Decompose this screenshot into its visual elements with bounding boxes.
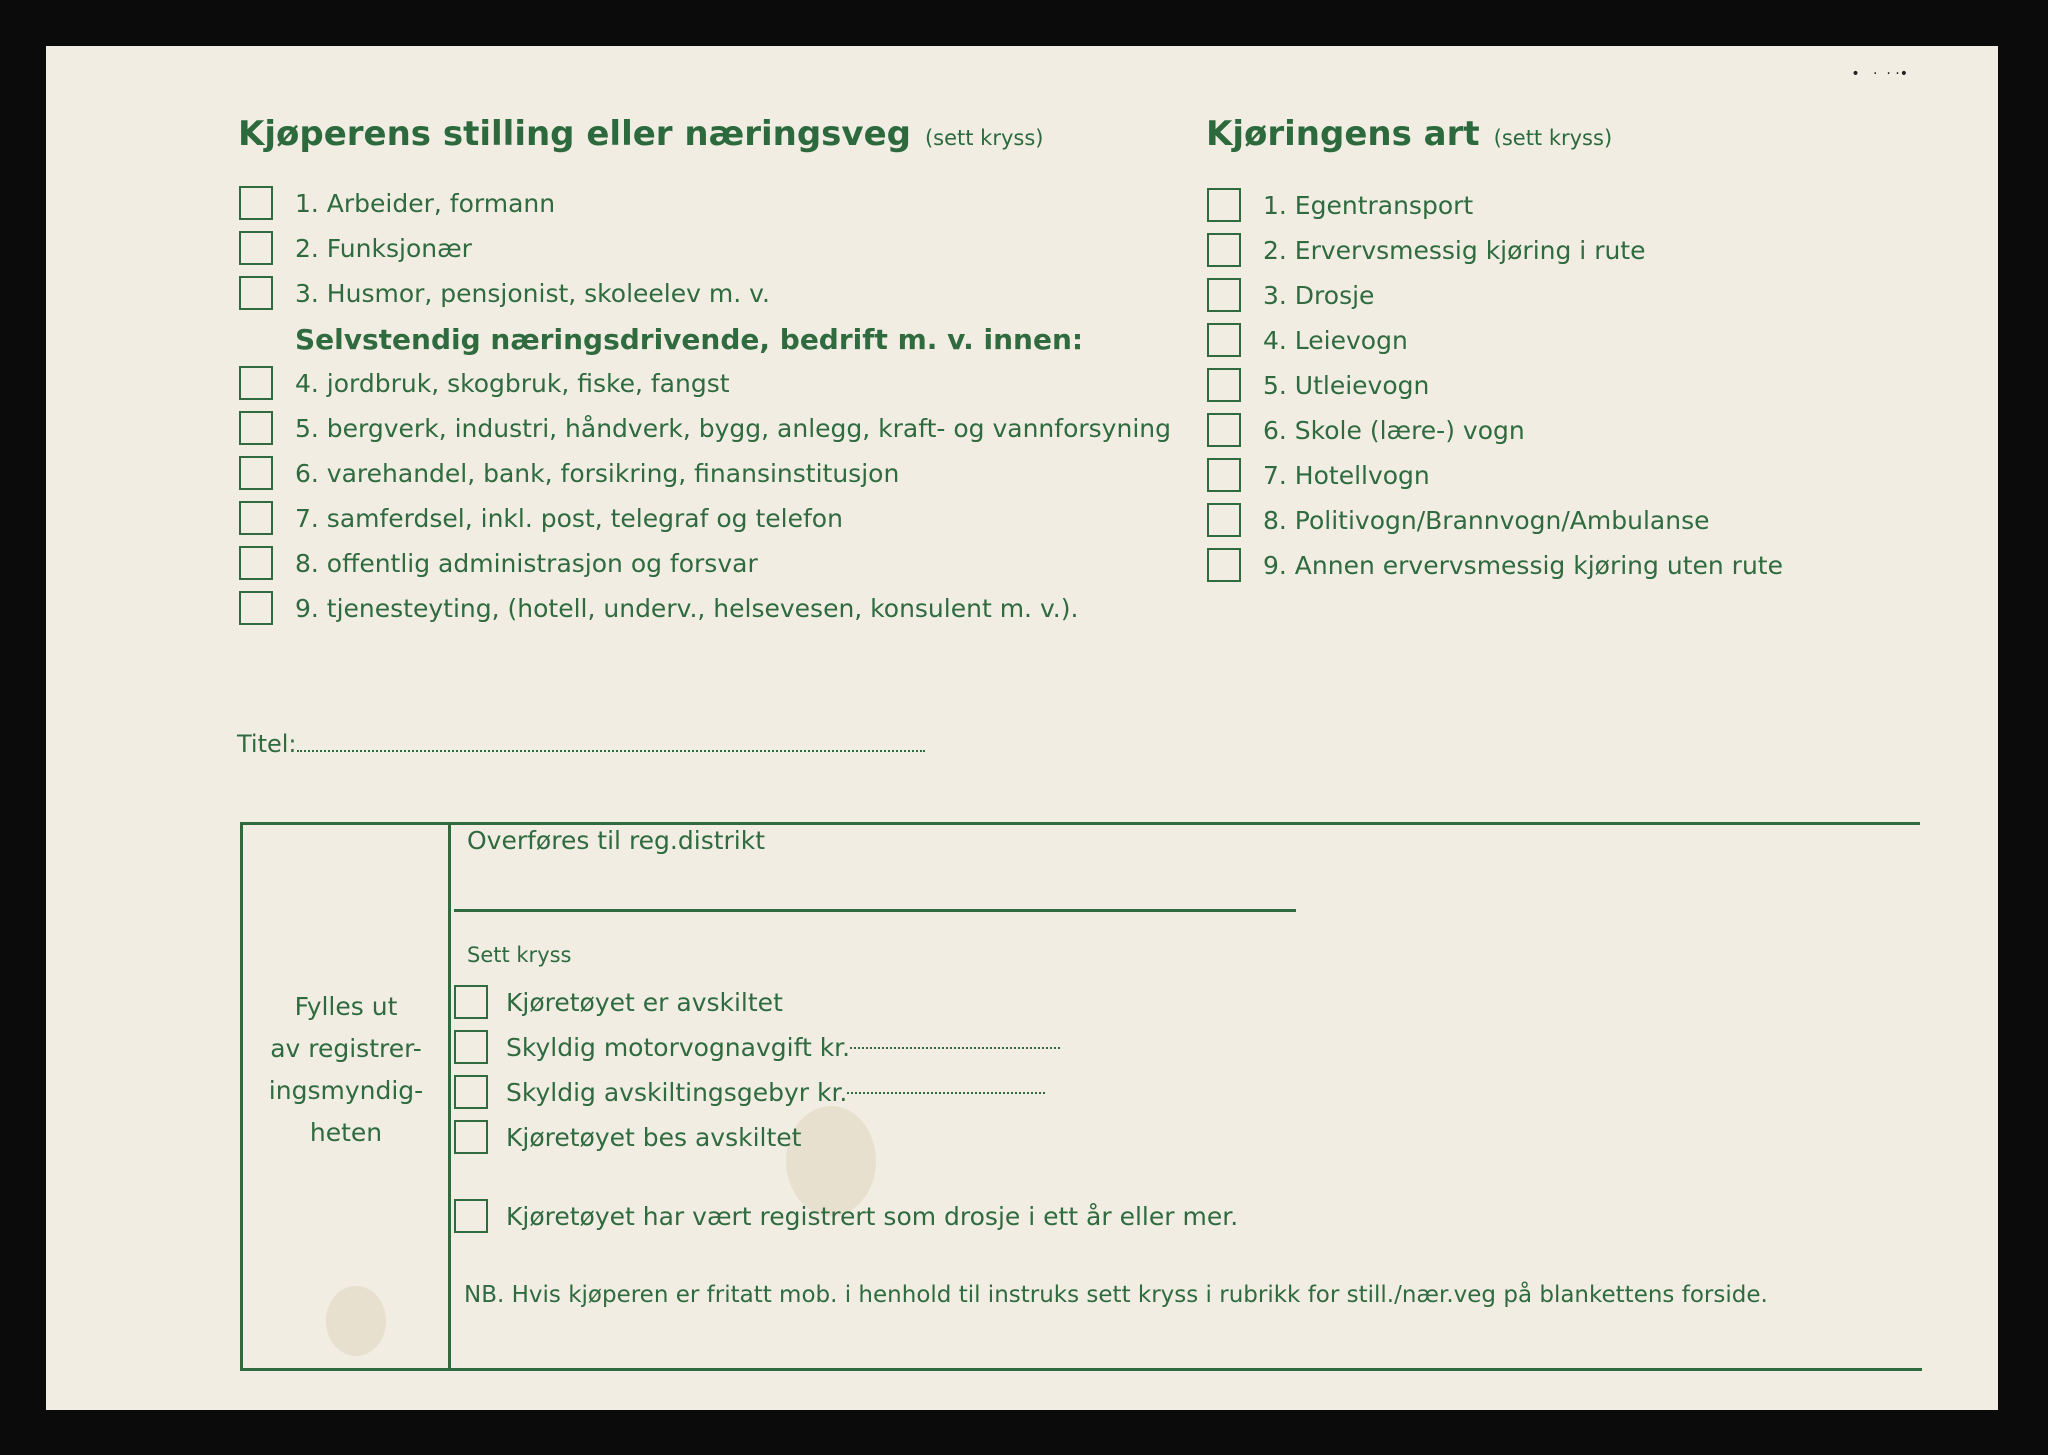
occupation-checkbox-2[interactable] xyxy=(239,231,273,265)
occupation-checkbox-1[interactable] xyxy=(239,186,273,220)
occupation-option-7[interactable] xyxy=(239,499,843,537)
registry-checkbox-3[interactable] xyxy=(454,1075,488,1109)
occupation-option-8[interactable] xyxy=(239,544,758,582)
driving-option-6[interactable] xyxy=(1207,411,1525,449)
sett-kryss-label: Sett kryss xyxy=(467,943,572,967)
occupation-label-8: 8. offentlig administrasjon og forsvar xyxy=(295,548,758,578)
driving-option-4[interactable] xyxy=(1207,321,1408,359)
driving-label-9: 9. Annen ervervsmessig kjøring uten rute xyxy=(1263,550,1783,580)
driving-label-7: 7. Hotellvogn xyxy=(1263,460,1430,490)
driving-label-5: 5. Utleievogn xyxy=(1263,370,1430,400)
driving-checkbox-9[interactable] xyxy=(1207,548,1241,582)
driving-checkbox-4[interactable] xyxy=(1207,323,1241,357)
registry-box-bottom-border xyxy=(240,1368,1922,1371)
occupation-label-4: 4. jordbruk, skogbruk, fiske, fangst xyxy=(295,368,730,398)
title-field[interactable] xyxy=(237,730,925,758)
occupation-option-5[interactable] xyxy=(239,409,1171,447)
occupation-option-3[interactable] xyxy=(239,274,770,312)
registry-check-label-2: Skyldig motorvognavgift kr. xyxy=(506,1032,851,1062)
driving-checkbox-3[interactable] xyxy=(1207,278,1241,312)
occupation-option-4[interactable] xyxy=(239,364,730,402)
driving-checkbox-7[interactable] xyxy=(1207,458,1241,492)
occupation-option-6[interactable] xyxy=(239,454,899,492)
occupation-checkbox-5[interactable] xyxy=(239,411,273,445)
paper-stain xyxy=(326,1286,386,1356)
registry-check-2[interactable] xyxy=(454,1028,1060,1066)
driving-type-heading xyxy=(1206,114,1612,154)
occupation-label-6: 6. varehandel, bank, forsikring, finansinstitusjon xyxy=(295,458,900,488)
occupation-checkbox-3[interactable] xyxy=(239,276,273,310)
registry-check-label-1: Kjøretøyet er avskiltet xyxy=(506,987,783,1017)
registry-check-4[interactable] xyxy=(454,1118,801,1156)
driving-label-2: 2. Ervervsmessig kjøring i rute xyxy=(1263,235,1646,265)
occupation-label-5: 5. bergverk, industri, håndverk, bygg, anlegg, kraft- og vannforsyning xyxy=(295,413,1171,443)
driving-option-5[interactable] xyxy=(1207,366,1429,404)
driving-option-9[interactable] xyxy=(1207,546,1783,584)
registry-checkbox-1[interactable] xyxy=(454,985,488,1019)
transfer-district-line[interactable] xyxy=(454,909,1296,912)
transfer-district-label: Overføres til reg.distrikt xyxy=(467,826,766,855)
driving-type-hint: (sett kryss) xyxy=(1493,126,1613,150)
occupation-label-9: 9. tjenesteyting, (hotell, underv., helsevesen, konsulent m. v.). xyxy=(295,593,1079,623)
title-dotted-line[interactable] xyxy=(297,749,925,752)
occupation-option-9[interactable] xyxy=(239,589,1078,627)
driving-label-4: 4. Leievogn xyxy=(1263,325,1408,355)
driving-type-title: Kjøringens art xyxy=(1206,114,1480,154)
self-employed-subheading: Selvstendig næringsdrivende, bedrift m. v. innen: xyxy=(295,323,1084,356)
motor-fee-amount-line[interactable] xyxy=(850,1046,1060,1049)
registry-side-line-3: ingsmyndig- xyxy=(268,1076,424,1105)
drosje-checkbox[interactable] xyxy=(454,1199,488,1233)
occupation-option-2[interactable] xyxy=(239,229,472,267)
buyer-occupation-title: Kjøperens stilling eller næringsveg xyxy=(238,114,911,154)
corner-marks: • · · ·• xyxy=(1851,66,1908,82)
buyer-occupation-hint: (sett kryss) xyxy=(924,126,1044,150)
registry-box-divider xyxy=(448,822,451,1371)
driving-checkbox-1[interactable] xyxy=(1207,188,1241,222)
registry-side-line-4: heten xyxy=(309,1118,383,1147)
occupation-label-3: 3. Husmor, pensjonist, skoleelev m. v. xyxy=(295,278,770,308)
occupation-checkbox-7[interactable] xyxy=(239,501,273,535)
occupation-label-1: 1. Arbeider, formann xyxy=(295,188,556,218)
registry-side-line-2: av registrer- xyxy=(270,1034,422,1063)
drosje-check-label: Kjøretøyet har vært registrert som drosje i ett år eller mer. xyxy=(506,1201,1239,1231)
occupation-checkbox-8[interactable] xyxy=(239,546,273,580)
occupation-checkbox-6[interactable] xyxy=(239,456,273,490)
occupation-label-2: 2. Funksjonær xyxy=(295,233,472,263)
driving-option-3[interactable] xyxy=(1207,276,1374,314)
driving-option-8[interactable] xyxy=(1207,501,1710,539)
driving-label-8: 8. Politivogn/Brannvogn/Ambulanse xyxy=(1263,505,1710,535)
driving-label-6: 6. Skole (lære-) vogn xyxy=(1263,415,1525,445)
driving-checkbox-6[interactable] xyxy=(1207,413,1241,447)
occupation-checkbox-9[interactable] xyxy=(239,591,273,625)
driving-option-2[interactable] xyxy=(1207,231,1646,269)
occupation-option-1[interactable] xyxy=(239,184,555,222)
occupation-label-7: 7. samferdsel, inkl. post, telegraf og telefon xyxy=(295,503,843,533)
form-sheet xyxy=(46,46,1998,1410)
registry-side-line-1: Fylles ut xyxy=(294,992,398,1021)
registry-check-label-3: Skyldig avskiltingsgebyr kr. xyxy=(506,1077,848,1107)
driving-checkbox-5[interactable] xyxy=(1207,368,1241,402)
registry-check-3[interactable] xyxy=(454,1073,1045,1111)
registry-box-top-border xyxy=(240,822,1920,825)
registry-box-left-border xyxy=(240,822,243,1371)
nb-note: NB. Hvis kjøperen er fritatt mob. i henhold til instruks sett kryss i rubrikk for still./nær.veg på blankettens forside. xyxy=(464,1282,1768,1308)
registry-check-1[interactable] xyxy=(454,983,783,1021)
drosje-check[interactable] xyxy=(454,1197,1238,1235)
registry-check-label-4: Kjøretøyet bes avskiltet xyxy=(506,1122,802,1152)
driving-option-1[interactable] xyxy=(1207,186,1473,224)
title-label: Titel: xyxy=(237,730,297,758)
driving-checkbox-2[interactable] xyxy=(1207,233,1241,267)
registry-checkbox-2[interactable] xyxy=(454,1030,488,1064)
buyer-occupation-heading xyxy=(238,114,1043,154)
plate-fee-amount-line[interactable] xyxy=(847,1091,1045,1094)
driving-checkbox-8[interactable] xyxy=(1207,503,1241,537)
driving-label-3: 3. Drosje xyxy=(1263,280,1375,310)
registry-side-label xyxy=(256,986,436,1154)
driving-label-1: 1. Egentransport xyxy=(1263,190,1474,220)
driving-option-7[interactable] xyxy=(1207,456,1430,494)
registry-checkbox-4[interactable] xyxy=(454,1120,488,1154)
occupation-checkbox-4[interactable] xyxy=(239,366,273,400)
